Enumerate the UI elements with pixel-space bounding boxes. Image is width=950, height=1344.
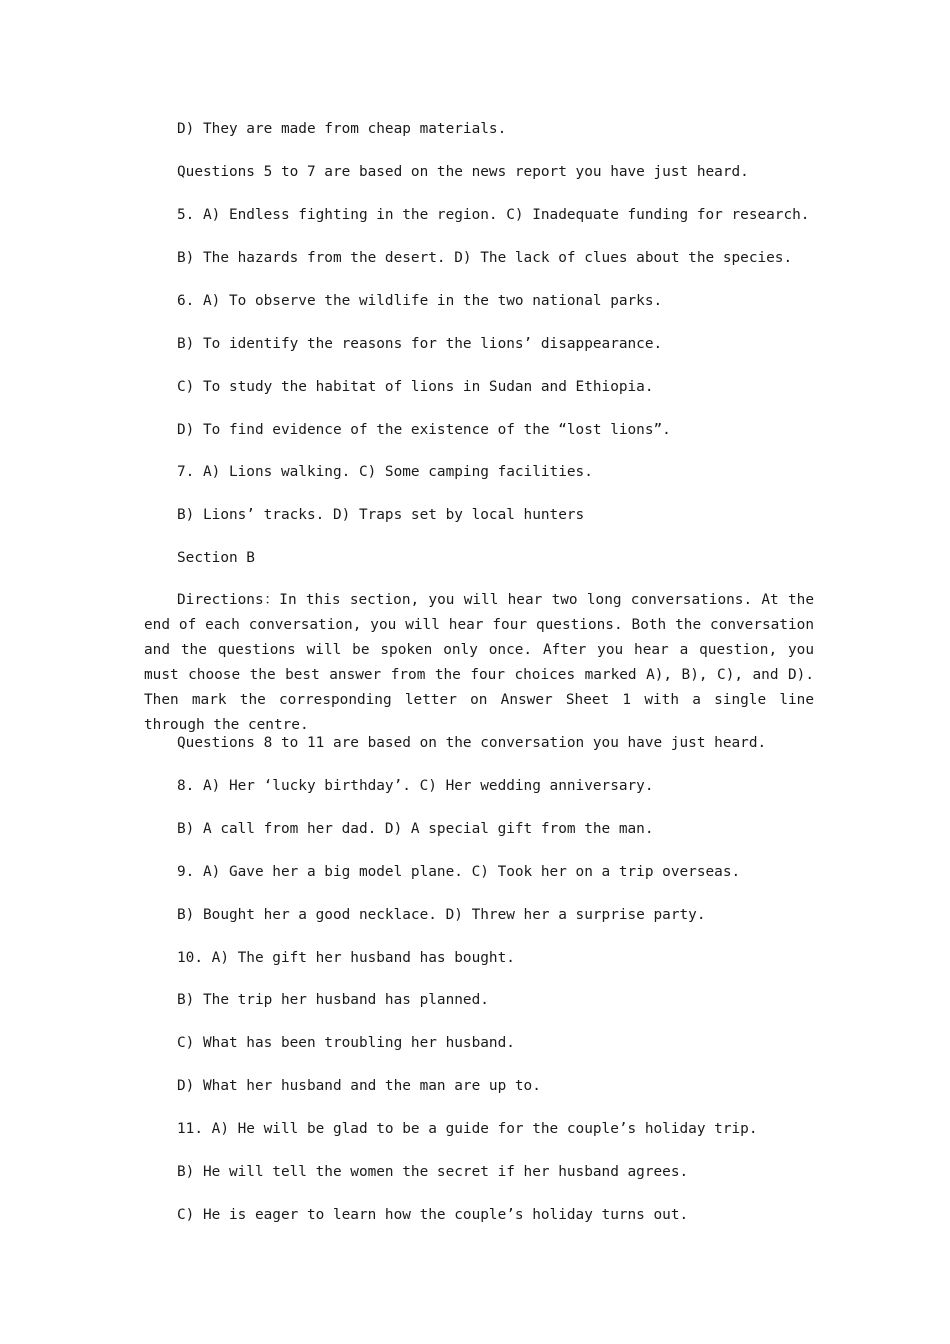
question-10-choice-a: 10. A) The gift her husband has bought. — [177, 950, 515, 966]
question-5-choices-ac: 5. A) Endless fighting in the region. C) Inadequate funding for research. — [177, 207, 810, 223]
questions-8-11-heading: Questions 8 to 11 are based on the conversation you have just heard. — [177, 735, 767, 751]
question-9-choices-bd: B) Bought her a good necklace. D) Threw her a surprise party. — [177, 907, 706, 923]
section-b-heading: Section B — [177, 550, 255, 566]
question-5-choices-bd: B) The hazards from the desert. D) The lack of clues about the species. — [177, 250, 793, 266]
question-11-choice-b: B) He will tell the women the secret if her husband agrees. — [177, 1164, 689, 1180]
question-11-choice-c: C) He is eager to learn how the couple’s holiday turns out. — [177, 1207, 689, 1223]
answer-choice-4d: D) They are made from cheap materials. — [177, 121, 507, 137]
question-6-choice-d: D) To find evidence of the existence of the “lost lions”. — [177, 422, 671, 438]
section-b-directions: Directions：In this section, you will hear two long conversations. At the end of each conversation, you will hear four questions. Both the conversation and the questions will be spoken only once. After you hear a question, you must choose the best answer from the four choices marked A), B), C), and D). Then mark the corresponding letter on Answer Sheet 1 with a single line through the centre. — [144, 592, 814, 733]
question-9-choices-ac: 9. A) Gave her a big model plane. C) Took her on a trip overseas. — [177, 864, 741, 880]
question-6-choice-a: 6. A) To observe the wildlife in the two national parks. — [177, 293, 663, 309]
question-6-choice-b: B) To identify the reasons for the lions’ disappearance. — [177, 336, 663, 352]
question-11-choice-a: 11. A) He will be glad to be a guide for the couple’s holiday trip. — [177, 1121, 758, 1137]
question-10-choice-d: D) What her husband and the man are up to. — [177, 1078, 541, 1094]
question-7-choices-bd: B) Lions’ tracks. D) Traps set by local hunters — [177, 507, 585, 523]
question-8-choices-bd: B) A call from her dad. D) A special gift from the man. — [177, 821, 654, 837]
question-7-choices-ac: 7. A) Lions walking. C) Some camping facilities. — [177, 464, 593, 480]
questions-5-7-heading: Questions 5 to 7 are based on the news report you have just heard. — [177, 164, 749, 180]
question-10-choice-b: B) The trip her husband has planned. — [177, 992, 489, 1008]
question-10-choice-c: C) What has been troubling her husband. — [177, 1035, 515, 1051]
question-6-choice-c: C) To study the habitat of lions in Sudan and Ethiopia. — [177, 379, 654, 395]
question-8-choices-ac: 8. A) Her ‘lucky birthday’. C) Her wedding anniversary. — [177, 778, 654, 794]
